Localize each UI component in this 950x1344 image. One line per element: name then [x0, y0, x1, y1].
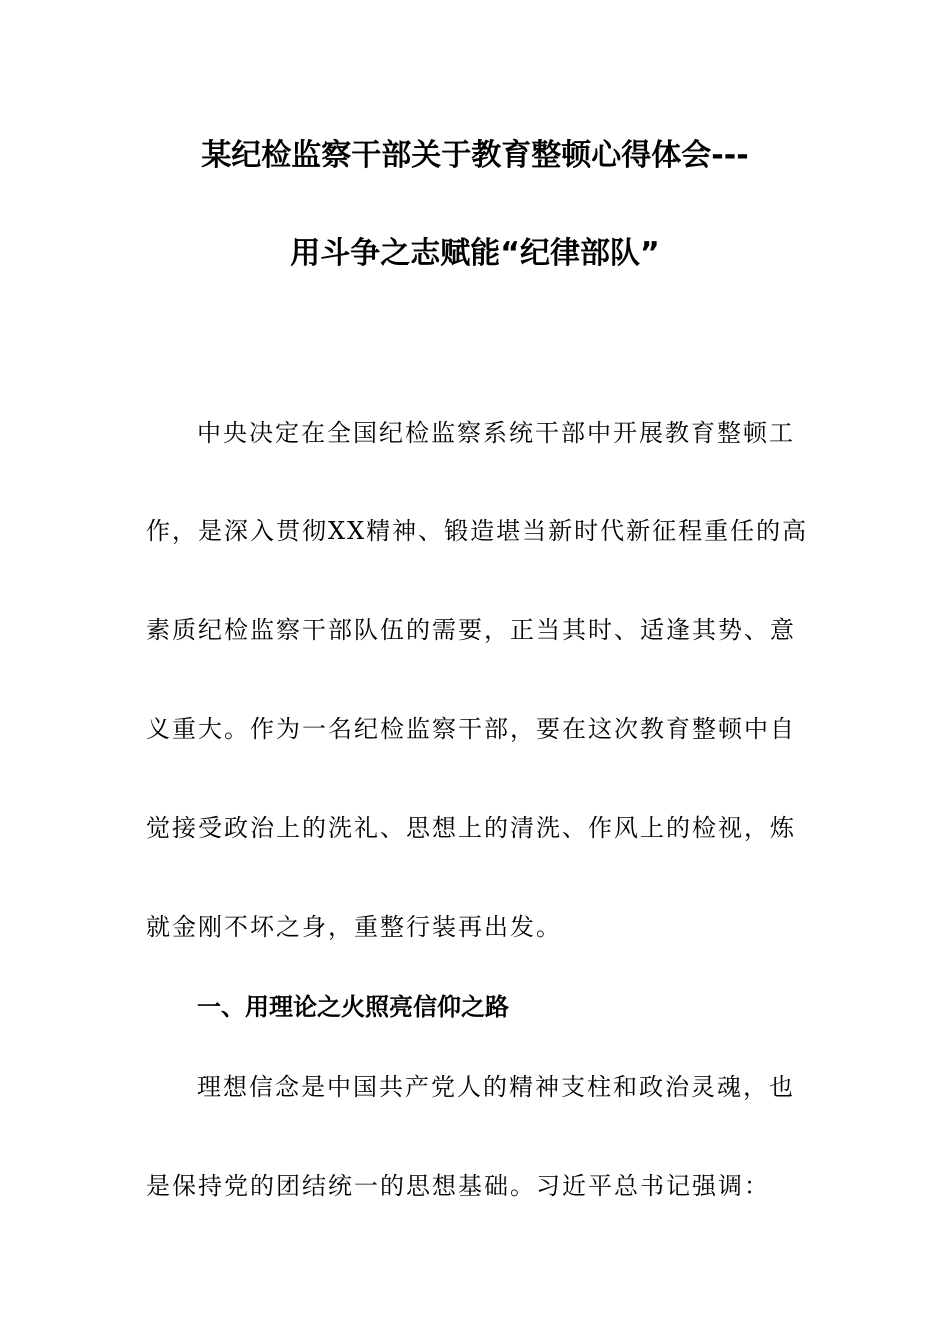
section-1-heading: 一、用理论之火照亮信仰之路 — [197, 993, 509, 1021]
paragraph-1-line-3: 素质纪检监察干部队伍的需要，正当其时、适逢其势、意 — [146, 616, 796, 644]
paragraph-2-line-1: 理想信念是中国共产党人的精神支柱和政治灵魂，也 — [197, 1073, 795, 1101]
paragraph-2-line-2: 是保持党的团结统一的思想基础。习近平总书记强调： — [146, 1172, 770, 1200]
paragraph-1-line-2: 作，是深入贯彻XX精神、锻造堪当新时代新征程重任的高 — [146, 517, 809, 545]
paragraph-1-line-6: 就金刚不坏之身，重整行装再出发。 — [146, 913, 562, 941]
paragraph-1-line-1: 中央决定在全国纪检监察系统干部中开展教育整顿工 — [197, 419, 795, 447]
paragraph-1-line-5: 觉接受政治上的洗礼、思想上的清洗、作风上的检视，炼 — [146, 814, 796, 842]
document-title-line-1: 某纪检监察干部关于教育整顿心得体会--- — [201, 138, 749, 173]
paragraph-1-line-4: 义重大。作为一名纪检监察干部，要在这次教育整顿中自 — [146, 715, 796, 743]
document-title-line-2: 用斗争之志赋能“纪律部队” — [290, 236, 660, 271]
